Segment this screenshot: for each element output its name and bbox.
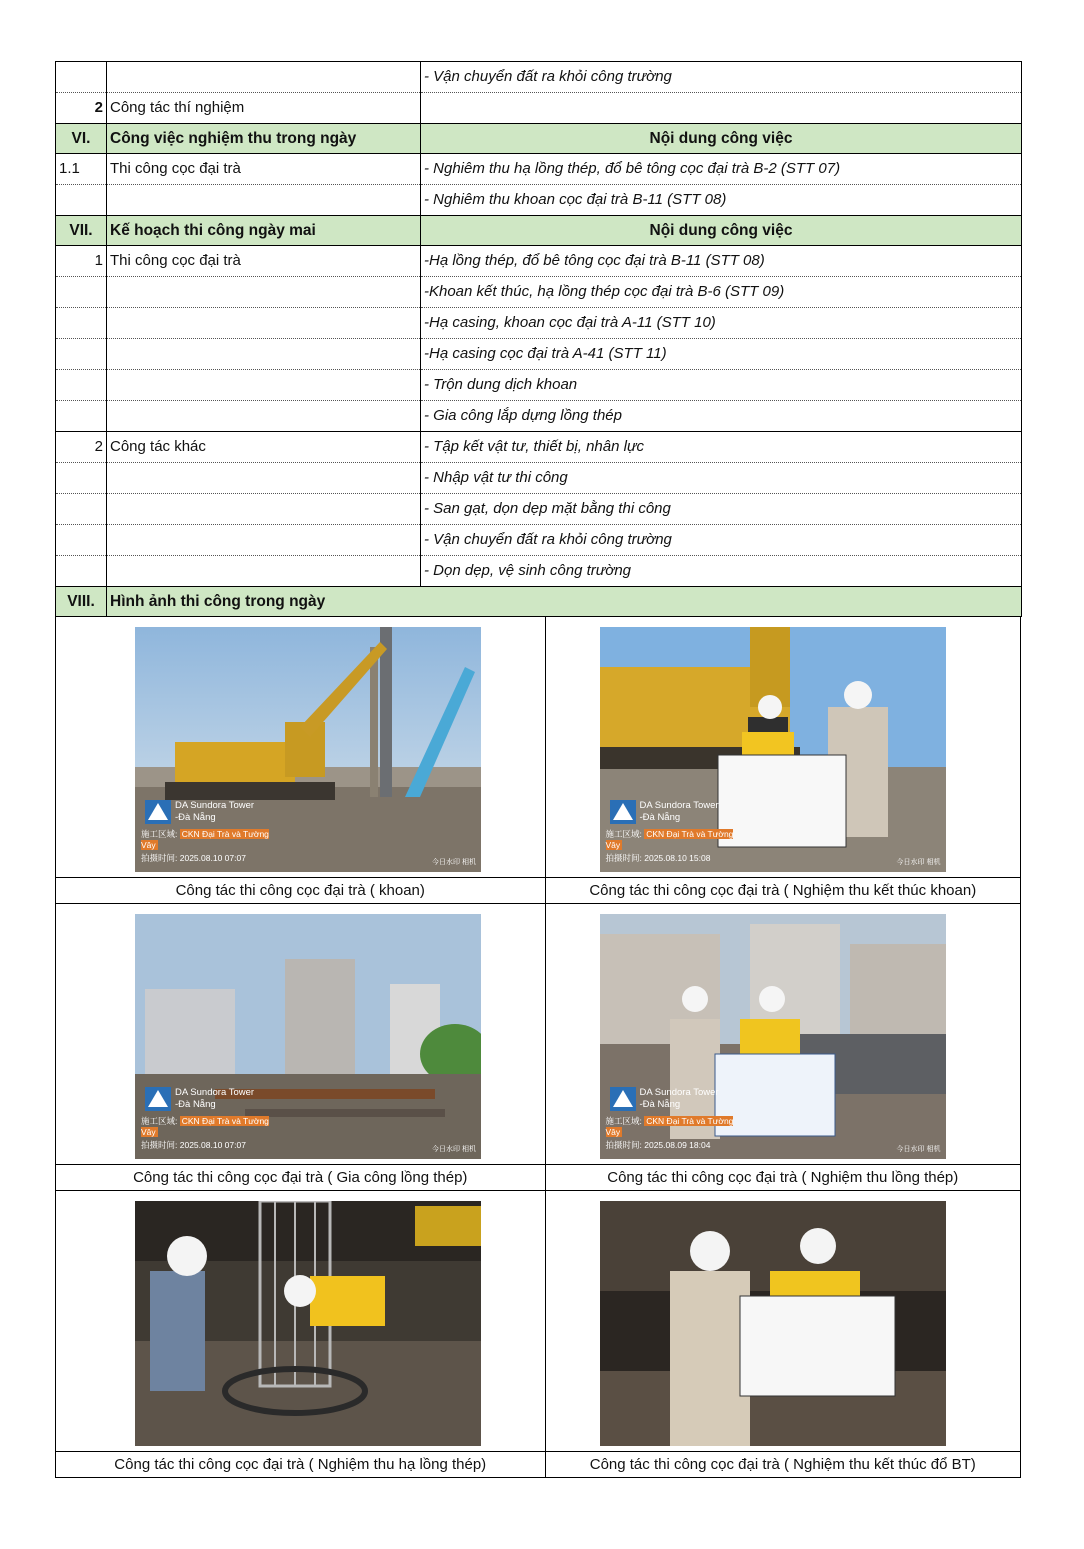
content-cell: - Nghiêm thu hạ lồng thép, đổ bê tông cọc đại trà B-2 (STT 07) xyxy=(421,154,1022,185)
delta-logo-icon xyxy=(145,800,171,824)
column-header: Nội dung công việc xyxy=(421,216,1022,246)
table-row xyxy=(56,246,1022,277)
content-cell: - Trộn dung dịch khoan xyxy=(421,370,1022,401)
content-cell: -Khoan kết thúc, hạ lồng thép cọc đại trà B-6 (STT 09) xyxy=(421,277,1022,308)
content-cell: - Vận chuyển đất ra khỏi công trường xyxy=(421,525,1022,556)
content-cell: - Vận chuyển đất ra khỏi công trường xyxy=(421,62,1022,93)
photo-row xyxy=(56,1191,1020,1477)
content-cell: -Hạ lồng thép, đổ bê tông cọc đại trà B-11 (STT 08) xyxy=(421,246,1022,277)
site-photo-concrete-inspection xyxy=(600,1201,946,1446)
table-row xyxy=(56,401,1022,432)
content-cell: -Hạ casing, khoan cọc đại trà A-11 (STT 10) xyxy=(421,308,1022,339)
site-photo-cage-inspection xyxy=(600,914,946,1159)
item-number: 2 xyxy=(94,99,103,116)
photo-cell xyxy=(546,1191,1021,1477)
section-header-vi xyxy=(56,124,1022,154)
content-cell: - Dọn dẹp, vệ sinh công trường xyxy=(421,556,1022,587)
photo-cell xyxy=(56,904,546,1191)
photo-stamp: DA Sundora Tower -Đà Nẵng 施工区域: CKN Đại Trà và Tường Vây 拍摄时间: 2025.08.10 07:07 xyxy=(141,800,269,863)
report-sheet xyxy=(55,61,1022,1478)
watermark: 今日水印 相机 xyxy=(896,1146,941,1153)
table-row xyxy=(56,154,1022,185)
table-row xyxy=(56,463,1022,494)
content-cell: - San gạt, dọn dẹp mặt bằng thi công xyxy=(421,494,1022,525)
photo-stamp: DA Sundora Tower -Đà Nẵng 施工区域: CKN Đại Trà và Tường Vây 拍摄时间: 2025.08.09 18:04 xyxy=(605,1087,734,1150)
table-row xyxy=(56,93,1022,124)
delta-logo-icon xyxy=(610,1087,636,1111)
photo-caption: Công tác thi công cọc đại trà ( Nghiệm thu hạ lồng thép) xyxy=(114,1456,487,1473)
site-photo-drilling-rig xyxy=(135,627,481,872)
task-cell: Công tác khác xyxy=(107,432,421,463)
section-number: VIII. xyxy=(56,587,107,617)
photo-caption: Công tác thi công cọc đại trà ( Nghiệm thu kết thúc đổ BT) xyxy=(589,1456,976,1473)
photo-stamp: DA Sundora Tower -Đà Nẵng 施工区域: CKN Đại Trà và Tường Vây 拍摄时间: 2025.08.10 07:07 xyxy=(141,1087,269,1150)
photo-cell xyxy=(56,1191,546,1477)
photo-caption: Công tác thi công cọc đại trà ( khoan) xyxy=(56,878,545,904)
column-header: Nội dung công việc xyxy=(421,124,1022,154)
photo-cell xyxy=(546,617,1021,904)
table-row xyxy=(56,277,1022,308)
section-title: Hình ảnh thi công trong ngày xyxy=(107,587,1022,617)
table-row xyxy=(56,556,1022,587)
table-row xyxy=(56,308,1022,339)
task-cell: Thi công cọc đại trà xyxy=(107,154,421,185)
photo-grid xyxy=(55,617,1021,1478)
photo-caption: Công tác thi công cọc đại trà ( Nghiệm thu lồng thép) xyxy=(546,1165,1021,1191)
item-number: 1 xyxy=(56,246,107,277)
item-number: 2 xyxy=(56,432,107,463)
content-cell: - Nghiêm thu khoan cọc đại trà B-11 (STT 08) xyxy=(421,185,1022,216)
content-cell: - Tập kết vật tư, thiết bị, nhân lực xyxy=(421,432,1022,463)
photo-row xyxy=(56,904,1020,1191)
section-header-vii xyxy=(56,216,1022,246)
table-row xyxy=(56,339,1022,370)
table-row xyxy=(56,494,1022,525)
section-title: Kế hoạch thi công ngày mai xyxy=(107,216,421,246)
photo-cell xyxy=(56,617,546,904)
photo-cell xyxy=(546,904,1021,1191)
content-cell: - Nhập vật tư thi công xyxy=(421,463,1022,494)
table-row xyxy=(56,370,1022,401)
watermark: 今日水印 相机 xyxy=(432,1146,476,1153)
watermark: 今日水印 相机 xyxy=(432,859,476,866)
photo-row xyxy=(56,617,1020,904)
delta-logo-icon xyxy=(610,800,636,824)
photo-stamp: DA Sundora Tower -Đà Nẵng 施工区域: CKN Đại Trà và Tường Vây 拍摄时间: 2025.08.10 15:08 xyxy=(605,800,734,863)
site-photo-cage-lowering xyxy=(135,1201,481,1446)
section-number: VI. xyxy=(56,124,107,154)
task-cell: Thi công cọc đại trà xyxy=(107,246,421,277)
section-title: Công việc nghiệm thu trong ngày xyxy=(107,124,421,154)
photo-caption: Công tác thi công cọc đại trà ( Nghiệm thu kết thúc khoan) xyxy=(546,878,1021,904)
watermark: 今日水印 相机 xyxy=(896,859,941,866)
delta-logo-icon xyxy=(145,1087,171,1111)
table-row xyxy=(56,432,1022,463)
site-photo-cage-fabrication xyxy=(135,914,481,1159)
task-cell: Công tác thí nghiệm xyxy=(107,93,421,124)
content-cell: - Gia công lắp dựng lồng thép xyxy=(421,401,1022,432)
item-number: 1.1 xyxy=(56,154,107,185)
section-number: VII. xyxy=(56,216,107,246)
section-header-viii xyxy=(56,587,1022,617)
table-row xyxy=(56,62,1022,93)
table-row xyxy=(56,525,1022,556)
table-row xyxy=(56,185,1022,216)
photo-caption: Công tác thi công cọc đại trà ( Gia công lồng thép) xyxy=(56,1165,545,1191)
site-photo-inspection xyxy=(600,627,946,872)
report-table xyxy=(55,61,1022,617)
content-cell: -Hạ casing cọc đại trà A-41 (STT 11) xyxy=(421,339,1022,370)
